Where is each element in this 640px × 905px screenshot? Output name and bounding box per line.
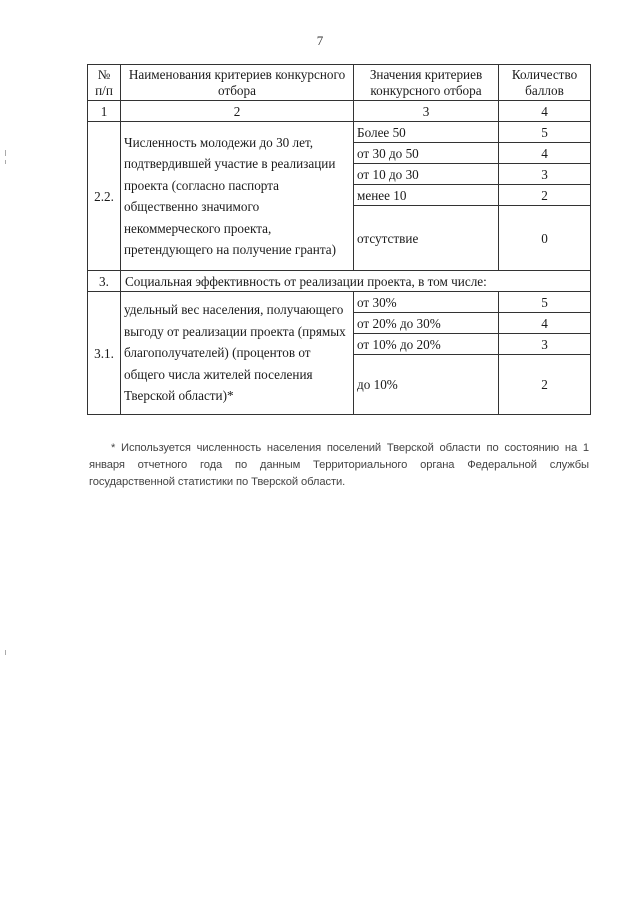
row-number: 2.2. xyxy=(88,122,121,271)
criterion-value: от 10 до 30 xyxy=(354,164,499,185)
criterion-value: Более 50 xyxy=(354,122,499,143)
criterion-points: 3 xyxy=(499,164,591,185)
criterion-points: 5 xyxy=(499,292,591,313)
criteria-table xyxy=(87,64,591,415)
scan-mark xyxy=(5,160,6,164)
index-cell: 2 xyxy=(121,101,354,122)
criterion-points: 0 xyxy=(499,206,591,271)
index-cell: 1 xyxy=(88,101,121,122)
criterion-value: до 10% xyxy=(354,355,499,415)
criterion-points: 2 xyxy=(499,185,591,206)
criterion-points: 3 xyxy=(499,334,591,355)
criterion-value: менее 10 xyxy=(354,185,499,206)
criterion-points: 4 xyxy=(499,143,591,164)
table-row xyxy=(88,292,591,313)
criterion-points: 2 xyxy=(499,355,591,415)
criterion-points: 4 xyxy=(499,313,591,334)
criterion-name: удельный вес населения, получающего выгоду от реализации проекта (прямых благополучателей) (процентов от общего числа жителей поселения Тверской области)* xyxy=(121,292,354,415)
scan-mark xyxy=(5,650,6,655)
footnote: * Используется численность населения поселений Тверской области по состоянию на 1 января отчетного года по данным Территориального органа Федеральной службы государственной статистики по Тверской области. xyxy=(89,442,589,488)
page-number: 7 xyxy=(316,33,324,48)
criterion-value: от 20% до 30% xyxy=(354,313,499,334)
section-row xyxy=(88,271,591,292)
table-header-row xyxy=(88,65,591,101)
index-row xyxy=(88,101,591,122)
criterion-value: отсутствие xyxy=(354,206,499,271)
criterion-value: от 30 до 50 xyxy=(354,143,499,164)
index-cell: 4 xyxy=(499,101,591,122)
criterion-value: от 30% xyxy=(354,292,499,313)
header-value: Значения критериев конкурсного отбора xyxy=(354,65,499,101)
table-row xyxy=(88,122,591,143)
header-points: Количество баллов xyxy=(499,65,591,101)
criterion-points: 5 xyxy=(499,122,591,143)
criterion-name: Численность молодежи до 30 лет, подтвердившей участие в реализации проекта (согласно паспорта общественно значимого некоммерческого проекта, претендующего на получение гранта) xyxy=(121,122,354,271)
criterion-value: от 10% до 20% xyxy=(354,334,499,355)
header-name: Наименования критериев конкурсного отбора xyxy=(121,65,354,101)
row-number: 3. xyxy=(88,271,121,292)
index-cell: 3 xyxy=(354,101,499,122)
header-num: № п/п xyxy=(88,65,121,101)
row-number: 3.1. xyxy=(88,292,121,415)
scan-mark xyxy=(5,150,6,156)
section-title: Социальная эффективность от реализации проекта, в том числе: xyxy=(121,271,591,292)
